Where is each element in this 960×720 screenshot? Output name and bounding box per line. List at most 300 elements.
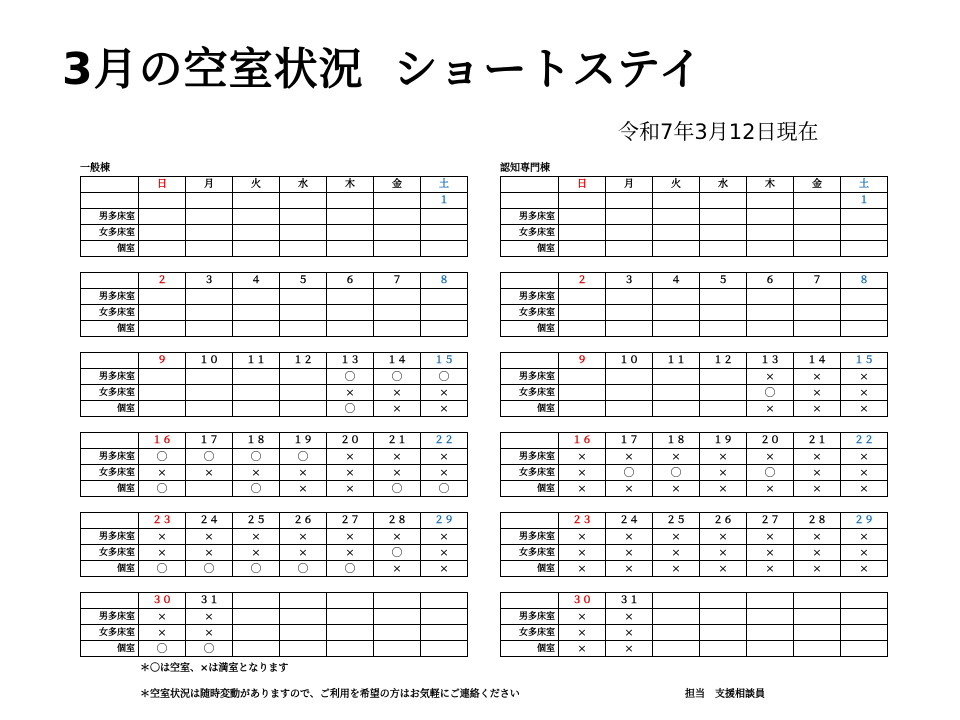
status-cell: ×	[606, 529, 653, 545]
date-cell	[841, 593, 888, 609]
room-label: 個室	[501, 321, 559, 337]
status-cell	[747, 225, 794, 241]
date-cell	[327, 593, 374, 609]
room-label: 個室	[81, 241, 139, 257]
status-cell	[233, 241, 280, 257]
status-cell: ×	[841, 529, 888, 545]
date-cell: ８	[421, 273, 468, 289]
status-cell	[653, 641, 700, 657]
status-cell	[421, 289, 468, 305]
status-cell	[653, 289, 700, 305]
status-cell	[559, 225, 606, 241]
status-cell	[421, 225, 468, 241]
room-row	[501, 481, 888, 497]
status-cell	[421, 625, 468, 641]
status-cell	[606, 321, 653, 337]
room-label: 女多床室	[81, 225, 139, 241]
status-cell	[186, 241, 233, 257]
room-row	[501, 225, 888, 241]
status-cell	[700, 369, 747, 385]
date-cell: ２４	[606, 513, 653, 529]
status-cell	[653, 385, 700, 401]
week-gap-row	[81, 257, 468, 273]
weekday-cell: 水	[700, 177, 747, 193]
date-cell: ３１	[606, 593, 653, 609]
status-cell	[841, 209, 888, 225]
date-cell: ２	[559, 273, 606, 289]
room-label: 男多床室	[81, 449, 139, 465]
date-cell	[374, 593, 421, 609]
status-cell	[374, 305, 421, 321]
status-cell	[233, 625, 280, 641]
status-cell	[327, 289, 374, 305]
status-cell	[374, 241, 421, 257]
status-cell	[421, 241, 468, 257]
date-cell: ３１	[186, 593, 233, 609]
date-cell	[700, 593, 747, 609]
status-cell: ×	[606, 545, 653, 561]
status-cell	[327, 225, 374, 241]
status-cell: 〇	[233, 561, 280, 577]
date-cell: ２７	[747, 513, 794, 529]
date-cell: ５	[700, 273, 747, 289]
date-row	[501, 273, 888, 289]
status-cell: ×	[374, 561, 421, 577]
status-cell: ×	[233, 529, 280, 545]
date-cell: ２８	[374, 513, 421, 529]
status-cell: ×	[327, 385, 374, 401]
status-cell: ×	[327, 449, 374, 465]
status-cell: ×	[559, 465, 606, 481]
date-cell: １０	[606, 353, 653, 369]
status-cell	[374, 209, 421, 225]
status-cell: 〇	[139, 481, 186, 497]
status-cell	[327, 209, 374, 225]
status-cell: ×	[374, 529, 421, 545]
status-cell: ×	[747, 481, 794, 497]
status-cell: ×	[139, 465, 186, 481]
date-cell: ２８	[794, 513, 841, 529]
room-row	[81, 481, 468, 497]
status-cell: ×	[653, 545, 700, 561]
status-cell: ×	[139, 609, 186, 625]
room-label: 女多床室	[501, 625, 559, 641]
room-label: 男多床室	[501, 529, 559, 545]
status-cell: ×	[421, 401, 468, 417]
room-row	[81, 305, 468, 321]
room-row	[501, 465, 888, 481]
status-cell: ×	[794, 401, 841, 417]
weekday-cell: 月	[186, 177, 233, 193]
room-row	[81, 369, 468, 385]
weekday-cell: 月	[606, 177, 653, 193]
status-cell	[280, 305, 327, 321]
status-cell: ×	[841, 385, 888, 401]
status-cell: 〇	[139, 641, 186, 657]
status-cell	[280, 289, 327, 305]
date-cell: １７	[606, 433, 653, 449]
date-cell: ２	[139, 273, 186, 289]
status-cell: 〇	[747, 385, 794, 401]
date-cell	[280, 193, 327, 209]
date-cell	[747, 193, 794, 209]
status-cell	[606, 241, 653, 257]
date-cell: １０	[186, 353, 233, 369]
status-cell: ×	[747, 449, 794, 465]
date-cell: ２９	[421, 513, 468, 529]
weekday-cell: 土	[421, 177, 468, 193]
date-cell: ２２	[841, 433, 888, 449]
status-cell	[374, 641, 421, 657]
week-gap-row	[501, 417, 888, 433]
date-cell: ２３	[139, 513, 186, 529]
room-row	[81, 529, 468, 545]
room-row	[501, 609, 888, 625]
status-cell	[327, 321, 374, 337]
room-label: 女多床室	[501, 305, 559, 321]
status-cell: ×	[606, 449, 653, 465]
status-cell	[186, 321, 233, 337]
status-cell	[606, 305, 653, 321]
status-cell: ×	[794, 369, 841, 385]
building-dementia	[500, 162, 888, 657]
status-cell	[794, 609, 841, 625]
date-cell: １４	[374, 353, 421, 369]
date-cell: １１	[233, 353, 280, 369]
status-cell	[653, 609, 700, 625]
status-cell	[700, 225, 747, 241]
status-cell	[186, 401, 233, 417]
status-cell	[653, 321, 700, 337]
room-row	[501, 641, 888, 657]
status-cell	[374, 609, 421, 625]
room-label: 女多床室	[81, 625, 139, 641]
room-row	[501, 449, 888, 465]
status-cell: 〇	[606, 465, 653, 481]
status-cell	[653, 241, 700, 257]
room-row	[501, 305, 888, 321]
room-label: 女多床室	[81, 385, 139, 401]
date-cell: ３	[606, 273, 653, 289]
status-cell: ×	[841, 465, 888, 481]
status-cell	[559, 401, 606, 417]
status-cell: ×	[794, 385, 841, 401]
status-cell	[794, 289, 841, 305]
room-label: 男多床室	[501, 289, 559, 305]
room-label: 女多床室	[501, 545, 559, 561]
status-cell: ×	[374, 401, 421, 417]
status-cell	[327, 641, 374, 657]
status-cell	[280, 241, 327, 257]
status-cell: ×	[280, 529, 327, 545]
status-cell: ×	[233, 545, 280, 561]
status-cell: 〇	[280, 561, 327, 577]
gap-cell	[501, 497, 888, 513]
status-cell	[794, 225, 841, 241]
status-cell: ×	[653, 561, 700, 577]
status-cell	[653, 209, 700, 225]
week-gap-row	[501, 257, 888, 273]
status-cell: ×	[700, 561, 747, 577]
status-cell	[233, 385, 280, 401]
legend-note: ＊〇は空室、×は満室となります	[140, 663, 289, 674]
gap-cell	[501, 417, 888, 433]
date-cell	[653, 193, 700, 209]
date-label-cell	[501, 353, 559, 369]
room-label: 個室	[501, 561, 559, 577]
week-gap-row	[81, 577, 468, 593]
room-row	[81, 449, 468, 465]
status-cell: 〇	[139, 561, 186, 577]
room-label: 男多床室	[501, 609, 559, 625]
status-cell: 〇	[280, 449, 327, 465]
room-row	[501, 385, 888, 401]
date-label-cell	[501, 513, 559, 529]
room-label: 男多床室	[81, 369, 139, 385]
date-label-cell	[501, 273, 559, 289]
date-cell: ７	[374, 273, 421, 289]
date-label-cell	[81, 193, 139, 209]
date-cell: １６	[139, 433, 186, 449]
gap-cell	[81, 337, 468, 353]
date-label-cell	[501, 193, 559, 209]
status-cell	[186, 481, 233, 497]
status-cell	[700, 321, 747, 337]
date-row	[501, 513, 888, 529]
status-cell: ×	[747, 529, 794, 545]
weekday-cell: 水	[280, 177, 327, 193]
room-label: 女多床室	[81, 465, 139, 481]
status-cell	[139, 369, 186, 385]
status-cell: ×	[186, 625, 233, 641]
status-cell	[327, 609, 374, 625]
room-label: 個室	[501, 641, 559, 657]
status-cell	[700, 401, 747, 417]
date-cell: ２２	[421, 433, 468, 449]
status-cell: ×	[747, 545, 794, 561]
status-cell	[747, 305, 794, 321]
status-cell	[233, 401, 280, 417]
room-row	[501, 209, 888, 225]
status-cell	[700, 641, 747, 657]
status-cell	[374, 289, 421, 305]
room-row	[81, 289, 468, 305]
date-cell	[233, 193, 280, 209]
status-cell	[747, 625, 794, 641]
status-cell	[139, 225, 186, 241]
building-name: 認知専門棟	[500, 163, 550, 174]
status-cell: ×	[280, 481, 327, 497]
date-cell: ８	[841, 273, 888, 289]
status-cell	[186, 305, 233, 321]
status-cell	[700, 305, 747, 321]
status-cell	[186, 385, 233, 401]
week-gap-row	[81, 497, 468, 513]
status-cell	[700, 625, 747, 641]
date-cell: ６	[747, 273, 794, 289]
date-cell: ２７	[327, 513, 374, 529]
room-label: 個室	[501, 401, 559, 417]
date-cell: ２１	[374, 433, 421, 449]
status-cell	[841, 625, 888, 641]
status-cell	[606, 289, 653, 305]
date-cell: ６	[327, 273, 374, 289]
status-cell: ×	[327, 481, 374, 497]
status-cell: ×	[794, 449, 841, 465]
status-cell	[421, 209, 468, 225]
room-label: 女多床室	[81, 305, 139, 321]
status-cell	[233, 225, 280, 241]
status-cell: ×	[233, 465, 280, 481]
date-cell: ２９	[841, 513, 888, 529]
status-cell: ×	[280, 465, 327, 481]
room-row	[501, 401, 888, 417]
status-cell: ×	[653, 449, 700, 465]
status-cell: ×	[841, 369, 888, 385]
status-cell	[233, 289, 280, 305]
room-row	[501, 545, 888, 561]
status-cell: ×	[794, 465, 841, 481]
status-cell	[559, 289, 606, 305]
date-cell: ３	[186, 273, 233, 289]
status-cell	[794, 241, 841, 257]
status-cell: 〇	[327, 401, 374, 417]
room-label: 男多床室	[81, 289, 139, 305]
status-cell: ×	[559, 449, 606, 465]
status-cell	[186, 209, 233, 225]
date-cell: １６	[559, 433, 606, 449]
date-cell: ２４	[186, 513, 233, 529]
date-cell: ２１	[794, 433, 841, 449]
date-row	[501, 193, 888, 209]
room-label: 個室	[81, 321, 139, 337]
room-label: 個室	[81, 481, 139, 497]
status-cell	[559, 321, 606, 337]
date-cell	[327, 193, 374, 209]
status-cell	[421, 321, 468, 337]
date-cell	[139, 193, 186, 209]
status-cell: ×	[374, 385, 421, 401]
staff-note: 担当 支援相談員	[685, 689, 765, 700]
status-cell	[139, 209, 186, 225]
date-cell	[186, 193, 233, 209]
status-cell: ×	[653, 529, 700, 545]
date-label-cell	[81, 513, 139, 529]
date-cell	[700, 193, 747, 209]
status-cell: ×	[559, 561, 606, 577]
room-row	[501, 289, 888, 305]
status-cell	[841, 321, 888, 337]
status-cell	[559, 369, 606, 385]
status-cell: ×	[280, 545, 327, 561]
date-cell: １２	[280, 353, 327, 369]
weekday-cell: 土	[841, 177, 888, 193]
status-cell	[606, 385, 653, 401]
status-cell	[186, 369, 233, 385]
status-cell: ×	[606, 481, 653, 497]
date-row	[81, 433, 468, 449]
status-cell: ×	[606, 625, 653, 641]
weekday-cell: 金	[794, 177, 841, 193]
date-label-cell	[501, 593, 559, 609]
date-cell: １	[841, 193, 888, 209]
status-cell	[700, 209, 747, 225]
status-cell	[421, 609, 468, 625]
date-cell: １１	[653, 353, 700, 369]
status-cell: ×	[841, 449, 888, 465]
date-cell: ４	[233, 273, 280, 289]
date-cell: ２０	[747, 433, 794, 449]
date-row	[81, 193, 468, 209]
date-cell	[559, 193, 606, 209]
status-cell	[280, 225, 327, 241]
status-cell	[700, 609, 747, 625]
status-cell: ×	[794, 481, 841, 497]
date-label-cell	[81, 593, 139, 609]
date-cell: ９	[559, 353, 606, 369]
date-cell: ９	[139, 353, 186, 369]
status-cell	[327, 305, 374, 321]
status-cell: ×	[421, 561, 468, 577]
status-cell	[280, 321, 327, 337]
status-cell	[186, 225, 233, 241]
date-cell: ７	[794, 273, 841, 289]
room-row	[81, 401, 468, 417]
room-row	[81, 209, 468, 225]
status-cell: ×	[559, 625, 606, 641]
status-cell	[139, 321, 186, 337]
status-cell: ×	[747, 401, 794, 417]
status-cell: 〇	[186, 449, 233, 465]
room-label: 男多床室	[501, 369, 559, 385]
status-cell	[139, 241, 186, 257]
status-cell: ×	[421, 545, 468, 561]
room-row	[501, 625, 888, 641]
status-cell: 〇	[139, 449, 186, 465]
status-cell: 〇	[374, 545, 421, 561]
date-cell: ２０	[327, 433, 374, 449]
date-cell: １９	[280, 433, 327, 449]
status-cell	[559, 209, 606, 225]
status-cell: ×	[139, 625, 186, 641]
status-cell: ×	[700, 481, 747, 497]
title-text: 3月の空室状況	[62, 44, 364, 95]
room-row	[81, 609, 468, 625]
status-cell: ×	[841, 561, 888, 577]
date-row	[501, 353, 888, 369]
date-cell: ４	[653, 273, 700, 289]
status-cell: ×	[841, 401, 888, 417]
status-cell: 〇	[186, 641, 233, 657]
status-cell	[280, 385, 327, 401]
status-cell: 〇	[327, 561, 374, 577]
date-label-cell	[501, 433, 559, 449]
weekday-cell: 木	[327, 177, 374, 193]
notes	[140, 656, 765, 708]
status-cell: ×	[606, 641, 653, 657]
weekday-cell: 火	[653, 177, 700, 193]
status-cell: ×	[747, 561, 794, 577]
date-cell: １３	[327, 353, 374, 369]
week-gap-row	[501, 337, 888, 353]
status-cell: ×	[374, 465, 421, 481]
status-cell	[841, 609, 888, 625]
date-cell	[747, 593, 794, 609]
status-cell	[186, 289, 233, 305]
date-cell: ２５	[233, 513, 280, 529]
date-row	[81, 273, 468, 289]
status-cell: ×	[186, 609, 233, 625]
